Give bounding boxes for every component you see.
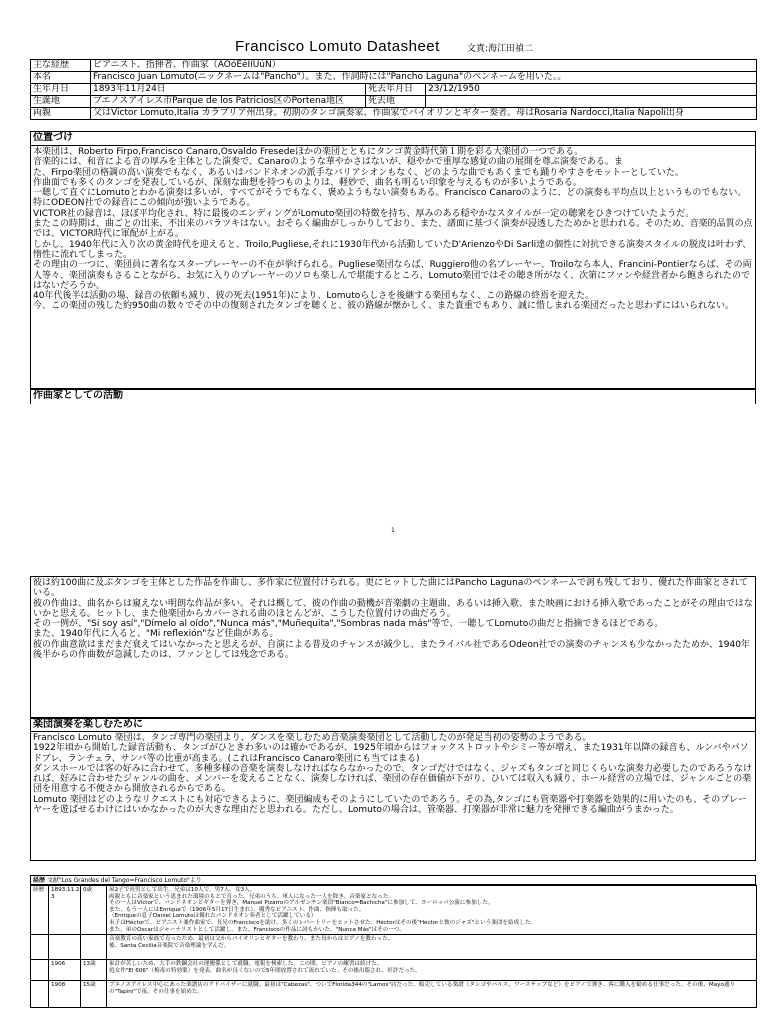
- paragraph: 作曲面でも多くのタンゴを発表しているが、深刻な曲想を持つものよりは、軽妙で、曲名も明るい印象を与えるものが多いようである。: [33, 177, 582, 188]
- section-heading-career: 経歴: [33, 877, 46, 884]
- paragraph: VICTOR社の録音は、ほぼ平均化され、特に最後のエンディングがLomuto楽団の特徴を持ち、厚みのある穏やかなスタイルが一定の聴衆をひきつけていたようだ。: [33, 208, 695, 219]
- table-row: [31, 935, 757, 960]
- career-col-label: [31, 935, 49, 960]
- paragraph: Lomuto 楽団はどのようなリクエストにも対応できるように、楽団編成もそのようにしていたのであろう。その為,タンゴにも管楽器や打楽器を効果的に用いたのも、そのプレーヤーを遊ばせるわけにはいかなかったのが大きな理由だと思われる。ただし、Lomutoの場合は、管楽器、打楽器が非常に魅力を発揮できる編曲がうまかった。: [33, 794, 747, 816]
- info-value: ブエノスアイレス市Parque de los Patricios区のPortena地区: [91, 96, 366, 108]
- paragraph: また、1940年代に入ると、"Mi reflexión"など佳曲がある。: [33, 629, 279, 640]
- paragraph: 彼の作曲意欲はまだまだ衰えてはいなかったと思えるが、自演による普及のチャンスが減少し、またライバル社であるOdeon社での演奏のチャンスも少なかったためか、1940年後半からの作曲数が急減したのは、ファンとしては残念である。: [33, 639, 750, 661]
- career-date: [49, 935, 81, 960]
- career-line: 家計が苦しいため、大手の鉄鋼会社の運搬係として就職。電報を検索した。この間、ピアノの練習は続けた。: [109, 961, 383, 968]
- info-row-parents: [31, 108, 757, 120]
- info-label: 両親: [31, 108, 91, 120]
- paragraph: 彼は約100曲に及ぶタンゴを主体とした作品を作曲し、多作家に位置付けられる。更にヒットした曲にはPancho Lagunaのペンネームで訶も残しており、優れた作曲家とされている。: [33, 578, 749, 599]
- info-table: [30, 59, 757, 120]
- career-line: 後、Santa Cecilia音楽院で音楽理論を学んだ。: [109, 942, 230, 949]
- career-col-label: [31, 981, 49, 1008]
- info-label: 死去地: [366, 96, 426, 108]
- career-age: 15歳: [81, 981, 107, 1008]
- info-row-places: [31, 96, 757, 108]
- career-line: その一人はVictorで、バンドネオンとギターを弾き、Manuel Pizarroのアルゼンチン楽団"Bianco=Bachicha"に参加して、ヨーロッパ公演に参加した。: [109, 900, 494, 907]
- info-value: ピアニスト、指揮者、作曲家（ÀÓóÈéÍíÚúÑ）: [91, 60, 757, 72]
- paragraph: その一例が、"Si soy así","Dímelo al oído","Nunca más","Muñequita","Sombras nada más"等で、一聴してLomutoの曲だと指摘できるほどである。: [33, 619, 664, 630]
- career-line: また、もう一人にはEnriqueで（1906年5月17日生まれ）、優秀なピアニスト、作曲、指揮も取った。: [109, 906, 365, 913]
- paragraph: しかし、1940年代に入り次の黄金時代を迎えると、Troilo,Pugliese,それに1930年代から活動していたD'ArienzoやDi Sarli達の個性に対抗できる演奏スタイルの脱皮は叶わず、惰性に流れてしまった。: [33, 239, 752, 260]
- info-label: 本名: [31, 72, 91, 84]
- orchestra-text: [30, 731, 756, 861]
- info-value: 父はVictor Lomuto,Italia カラブリア州出身。初期のタンゴ演奏家、作曲家でバイオリンとギター奏者。母はRosaria Nardocci,Italia Napoli出身: [91, 108, 757, 120]
- datasheet-title: Francisco Lomuto Datasheet: [235, 38, 440, 55]
- position-text: [30, 145, 756, 389]
- career-line: また、弟のOscarはジャーナリストとして活躍し、また、Franciscoの作品に詞もかいた。"Nunca Más"はその一つ。: [109, 926, 405, 933]
- paragraph: 40年代後半は活動の場、録音の依頼も減り、彼の死去(1951年)により、Lomutoらしさを後継する楽団もなく、この路線の終焉を迎えた。: [33, 291, 595, 302]
- career-heading-row: [30, 875, 756, 885]
- info-value: 1893年11月24日: [91, 84, 366, 96]
- paragraph: その理由の一つに、楽団員に著名なスタープレーヤーの不在が挙げられる。Pugliese楽団ならば、Ruggiero他の名プレーヤー、Troiloなら本人、Francini-Pontierならば、その両人等々、楽団演奏もさることながら、お気に入りのプレーヤーのソロも楽しんで堪能するところ、Lomuto楽団ではその聴き所がなく、次第にファンや経営者から飽きられたのではないだろうか。: [33, 260, 752, 291]
- paragraph: ダンスホールでは客の好みに合わせて、多種多様の音楽を演奏しなければならなかったので、タンゴだけではなく、ジャズもタンゴと同じくらいな演奏力必要したのであろうなければ、好みに合わせたジャンルの曲を、メンバーを変えることなく、演奏しなければ、楽団の存在価値が下がり、ひいては収入も減り、ホール経営の立場では、ジャンルごとの楽団を用意する不便さから開放されるからである。: [33, 763, 752, 795]
- career-line: 音楽教育の高い家族で育ったため、最初は父からバイオリンとギターを教わり、また母からはピアノを教わった。: [109, 936, 394, 943]
- info-label: 生誕地: [31, 96, 91, 108]
- career-age: 13歳: [81, 960, 107, 981]
- career-line: 屋2子で長男として出生。兄弟は10人で、男7人、女3人。: [109, 887, 256, 893]
- career-source: 文献"Los Grandes del Tango=Francisco Lomuto"より: [46, 877, 202, 884]
- info-row-realname: [31, 72, 757, 84]
- info-value: Francisco Juan Lomuto(ニックネームは"Pancho"）。また、作詞時には"Pancho Laguna"のペンネームを用いた。。: [91, 72, 757, 84]
- section-heading-composer: 作曲家としての活動: [30, 389, 756, 404]
- paragraph: 今、この楽団の残した約950曲の数々でその中の復刻されたタンゴを聴くと、彼の路線が懐かしく、また貴重でもあり、誠に惜しまれる楽団だったと思わずにはいられない。: [33, 301, 735, 312]
- career-line: （Enriqueの息子Daniel Lomutoは優れたバンドネオン奏者として活躍している）: [109, 913, 317, 920]
- career-date: 1906: [49, 960, 81, 981]
- info-value: [426, 96, 757, 108]
- section-heading-position: 位置づけ: [30, 131, 756, 146]
- career-age: 0歳: [81, 886, 107, 935]
- career-table: [30, 885, 757, 1008]
- info-value: 23/12/1950: [426, 84, 757, 96]
- page-number: 1: [391, 527, 395, 534]
- author-credit: 文責:海江田禎二: [466, 44, 533, 54]
- composer-text: [30, 576, 756, 718]
- paragraph: 彼の作曲は、曲名からは窺えない明朗な作品が多い。それは概して、彼の作曲の動機が音楽劇の主題曲、あるいは挿入歌、また映画における挿入歌であったことがその理由ではないかと思える。ヒットし、また他楽団からカバーされる曲のほとんどが、こうした位置付けの曲だろう。: [33, 598, 753, 619]
- career-age: [81, 935, 107, 960]
- career-event: [107, 935, 757, 960]
- career-line: ブエノスアイレス中心にあった楽譜店のアドバイザーに就職。最初は"Cabezas"、ついでFlorida344の"Lamos"店だった。販売している楽譜（タンゴやバルス、ワーステップなど）をピアノで弾き、客に購入を勧める仕事だった。その後、Mayo通りの"Tapini"で夜、その仕事を始めた。: [109, 982, 736, 995]
- paragraph: 1922年頃から開始した録音活動も、タンゴがひときわ多いのは確かであるが、1925年頃からはフォックストロットやシミー等が増え、また1931年以降の録音も、ルンバやパソドブレ、ランチェラ、サンバ等の比重が高まる。(これはFrancisco Canaro楽団にも当てはまる): [33, 743, 749, 764]
- paragraph: 本楽団は、Roberto Firpo,Francisco Canaro,Osvaldo Fresedeほかの楽団とともにタンゴ黄金時代第１期を彩る大楽団の一つである。: [33, 147, 584, 157]
- paragraph: またこの時期は、曲ごとの出来、不出来のバラツキはない。おそらく編曲がしっかりしており、また、譜面に基づく演奏が浸透したためかと思われる。そのため、音楽的品質の点では、VICTOR時代に軍配が上がる。: [33, 219, 753, 240]
- career-event: [107, 886, 757, 935]
- paragraph: た、Firpo楽団の格調の高い演奏でもなく、あるいはバンドネオンの派手なバリアシオンもなく、どのような曲でもあくまでも踊りやすさをモットーとしていた。: [33, 167, 684, 178]
- career-col-label: [31, 960, 49, 981]
- career-event: [107, 960, 757, 981]
- info-row-dates: [31, 84, 757, 96]
- info-label: 主な経歴: [31, 60, 91, 72]
- career-event: [107, 981, 757, 1008]
- paragraph: 音楽的には、和音による音の厚みを主体とした演奏で、Canaroのような華やかさはないが、穏やかで重厚な感覚の曲の展開を尊ぶ演奏である。ま: [33, 157, 623, 168]
- career-line: 処女作"El 606"（梅毒の特効薬）を発表。曲名が良くないので5年間放置されて流れていた。その後出版され、好評だった。: [109, 967, 421, 974]
- career-line: 末子はHéctorで、ピアニスト兼作曲家で、長兄のFranciscoを助け、多くのレパートリーをヒットさせた。Héctorはその後"Héctorと彼のジャズ"という楽団を結成した。: [109, 919, 537, 926]
- datasheet-header: [0, 36, 768, 55]
- career-line: 両親ともに音楽家という恵まれた環境のもとで育った。兄弟のうち、軍人になった一人を除き、音楽家となった。: [109, 893, 395, 900]
- info-label: 死去年月日: [366, 84, 426, 96]
- career-date: 1908: [49, 981, 81, 1008]
- table-row: [31, 886, 757, 935]
- paragraph: 一聴して直ぐにLomutoとわかる演奏は多いが、すべてがそうでもなく、褒めようもない演奏もある。Francisco Canaroのように、どの演奏も平均点以上というものでもない。特にODEON社での録音にこの傾向が強いようである。: [33, 188, 747, 209]
- info-row-career: [31, 60, 757, 72]
- table-row: [31, 960, 757, 981]
- section-heading-orchestra: 楽団演奏を楽しむために: [30, 718, 756, 732]
- table-row: [31, 981, 757, 1008]
- paragraph: Francisco Lomuto 楽団は、タンゴ専門の楽団より、ダンスを楽しむため音楽演奏楽団として活動したのが発足当初の姿勢のようである。: [33, 733, 592, 743]
- career-col-label: 経歴: [31, 886, 49, 935]
- info-label: 生年月日: [31, 84, 91, 96]
- career-date: 1893.11.2 3: [49, 886, 81, 935]
